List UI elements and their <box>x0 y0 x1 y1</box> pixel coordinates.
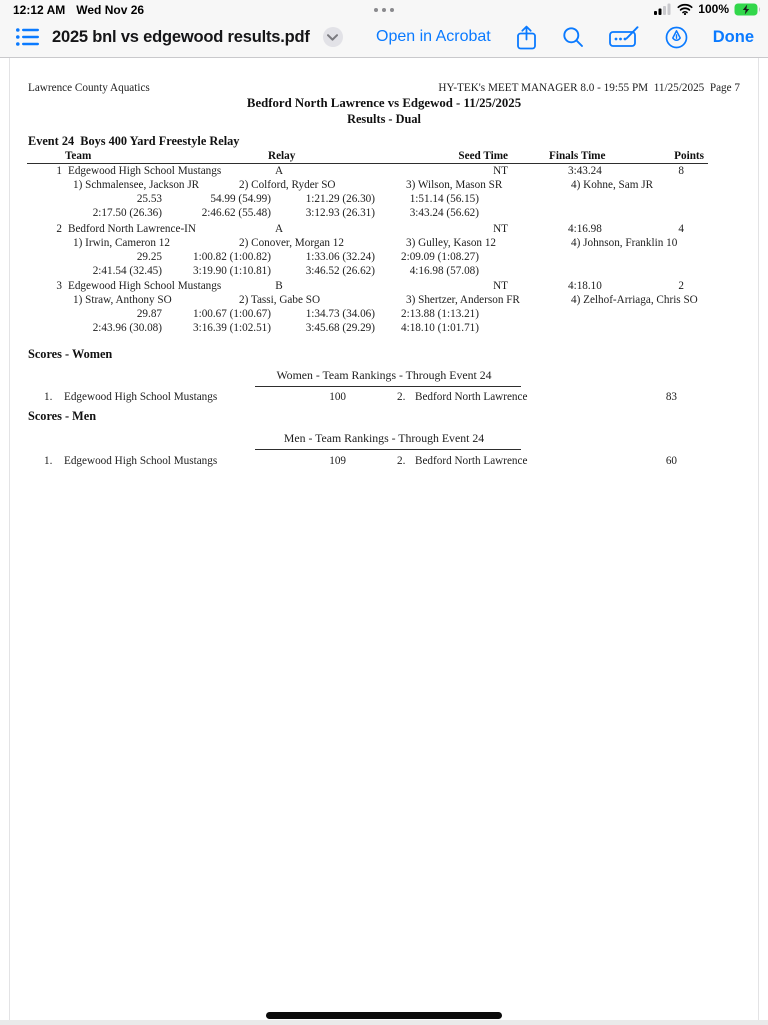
relay-letter: A <box>274 223 284 235</box>
points: 2 <box>678 280 684 292</box>
points: 8 <box>678 165 684 177</box>
rank-number: 2. <box>397 391 406 403</box>
col-team: Team <box>65 150 92 162</box>
split-time: 4:18.10 (1:01.71) <box>401 322 479 334</box>
rank-number: 2. <box>397 455 406 467</box>
battery-charging-icon <box>734 3 761 16</box>
split-time: 29.87 <box>136 308 162 320</box>
split-time: 2:46.62 (55.48) <box>201 207 271 219</box>
relay-result-entry <box>10 280 758 338</box>
relay-swimmer: 1) Schmalensee, Jackson JR <box>73 179 200 191</box>
women-rankings-title: Women - Team Rankings - Through Event 24 <box>276 368 492 382</box>
battery-percent: 100% <box>698 2 729 16</box>
wifi-icon <box>677 3 693 15</box>
meet-title: Bedford North Lawrence vs Edgewod - 11/25/2025 <box>246 96 522 110</box>
place: 1 <box>56 165 62 177</box>
relay-result-entry <box>10 165 758 223</box>
document-title[interactable]: 2025 bnl vs edgewood results.pdf <box>52 27 310 46</box>
pdf-toolbar <box>0 20 768 57</box>
share-icon[interactable] <box>516 25 537 50</box>
split-time: 3:19.90 (1:10.81) <box>193 265 271 277</box>
relay-swimmer: 3) Wilson, Mason SR <box>406 179 503 191</box>
women-rankings-rule <box>255 386 521 387</box>
relay-swimmer: 2) Tassi, Gabe SO <box>239 294 321 306</box>
team-name: Edgewood High School Mustangs <box>68 165 222 177</box>
event-title: Event 24 Boys 400 Yard Freestyle Relay <box>28 134 240 148</box>
cellular-icon <box>654 3 672 15</box>
team-name: Bedford North Lawrence-IN <box>68 223 196 235</box>
top-chrome <box>0 0 768 58</box>
split-time: 3:16.39 (1:02.51) <box>193 322 271 334</box>
ranked-team: Bedford North Lawrence <box>415 455 528 467</box>
relay-swimmer: 3) Gulley, Kason 12 <box>406 237 497 249</box>
col-seed-time: Seed Time <box>458 150 508 162</box>
split-time: 2:09.09 (1:08.27) <box>401 251 479 263</box>
finals-time: 3:43.24 <box>568 165 602 177</box>
pen-nib-circle-icon[interactable] <box>665 26 688 49</box>
done-button[interactable]: Done <box>712 27 754 46</box>
col-finals-time: Finals Time <box>549 150 606 162</box>
relay-swimmer: 3) Shertzer, Anderson FR <box>406 294 520 306</box>
split-time: 2:41.54 (32.45) <box>92 265 162 277</box>
split-time: 25.53 <box>136 193 162 205</box>
split-time: 1:21.29 (26.30) <box>305 193 375 205</box>
split-time: 1:00.82 (1:00.82) <box>193 251 271 263</box>
team-name: Edgewood High School Mustangs <box>68 280 222 292</box>
split-time: 3:45.68 (29.29) <box>305 322 375 334</box>
report-org: Lawrence County Aquatics <box>28 82 150 94</box>
team-score: 60 <box>665 455 677 467</box>
split-time: 3:46.52 (26.62) <box>305 265 375 277</box>
seed-time: NT <box>493 223 508 235</box>
split-time: 1:33.06 (32.24) <box>305 251 375 263</box>
finals-time: 4:18.10 <box>568 280 602 292</box>
report-subtitle: Results - Dual <box>347 112 421 126</box>
scores-men-heading: Scores - Men <box>28 409 97 423</box>
relay-swimmer: 2) Conover, Morgan 12 <box>239 237 344 249</box>
relay-swimmer: 1) Straw, Anthony SO <box>73 294 172 306</box>
relay-swimmer: 4) Kohne, Sam JR <box>571 179 654 191</box>
chevron-down-icon <box>327 34 338 41</box>
col-relay: Relay <box>268 150 296 162</box>
men-rankings-title: Men - Team Rankings - Through Event 24 <box>283 431 485 445</box>
rank-number: 1. <box>44 391 53 403</box>
split-time: 4:16.98 (57.08) <box>409 265 479 277</box>
relay-swimmer: 2) Colford, Ryder SO <box>239 179 336 191</box>
status-date: Wed Nov 26 <box>76 3 145 17</box>
relay-letter: A <box>274 165 284 177</box>
rank-number: 1. <box>44 455 53 467</box>
split-time: 1:00.67 (1:00.67) <box>193 308 271 320</box>
pdf-page[interactable] <box>9 57 759 1020</box>
relay-result-entry <box>10 223 758 281</box>
title-menu-button[interactable] <box>323 27 343 47</box>
split-time: 2:13.88 (1:13.21) <box>401 308 479 320</box>
split-time: 2:43.96 (30.08) <box>92 322 162 334</box>
finals-time: 4:16.98 <box>568 223 602 235</box>
relay-swimmer: 1) Irwin, Cameron 12 <box>73 237 170 249</box>
men-rankings-rule <box>255 449 521 450</box>
header-rule <box>27 163 708 164</box>
report-meta: HY-TEK's MEET MANAGER 8.0 - 19:55 PM 11/25/2025 Page 7 <box>438 82 740 94</box>
team-score: 100 <box>329 391 346 403</box>
split-time: 29.25 <box>136 251 162 263</box>
relay-swimmer: 4) Zelhof-Arriaga, Chris SO <box>571 294 698 306</box>
search-icon[interactable] <box>562 26 584 48</box>
place: 2 <box>56 223 62 235</box>
status-time: 12:12 AM <box>13 3 66 17</box>
markup-icon[interactable] <box>609 25 640 49</box>
col-points: Points <box>674 150 704 162</box>
points: 4 <box>678 223 684 235</box>
table-of-contents-icon[interactable] <box>16 28 39 46</box>
status-bar <box>0 0 768 20</box>
split-time: 3:43.24 (56.62) <box>409 207 479 219</box>
team-score: 83 <box>665 391 677 403</box>
page-bottom-edge <box>0 1020 768 1025</box>
ranked-team: Bedford North Lawrence <box>415 391 528 403</box>
relay-letter: B <box>275 280 283 292</box>
ranked-team: Edgewood High School Mustangs <box>64 391 218 403</box>
seed-time: NT <box>493 280 508 292</box>
scores-women-heading: Scores - Women <box>28 347 113 361</box>
multitask-ellipsis-icon <box>374 8 394 12</box>
relay-swimmer: 4) Johnson, Franklin 10 <box>571 237 678 249</box>
split-time: 1:34.73 (34.06) <box>305 308 375 320</box>
split-time: 3:12.93 (26.31) <box>305 207 375 219</box>
split-time: 2:17.50 (26.36) <box>92 207 162 219</box>
open-in-acrobat-button[interactable]: Open in Acrobat <box>376 28 491 45</box>
home-indicator[interactable] <box>266 1012 502 1019</box>
seed-time: NT <box>493 165 508 177</box>
ranked-team: Edgewood High School Mustangs <box>64 455 218 467</box>
place: 3 <box>56 280 62 292</box>
team-score: 109 <box>329 455 346 467</box>
split-time: 54.99 (54.99) <box>210 193 271 205</box>
split-time: 1:51.14 (56.15) <box>409 193 479 205</box>
